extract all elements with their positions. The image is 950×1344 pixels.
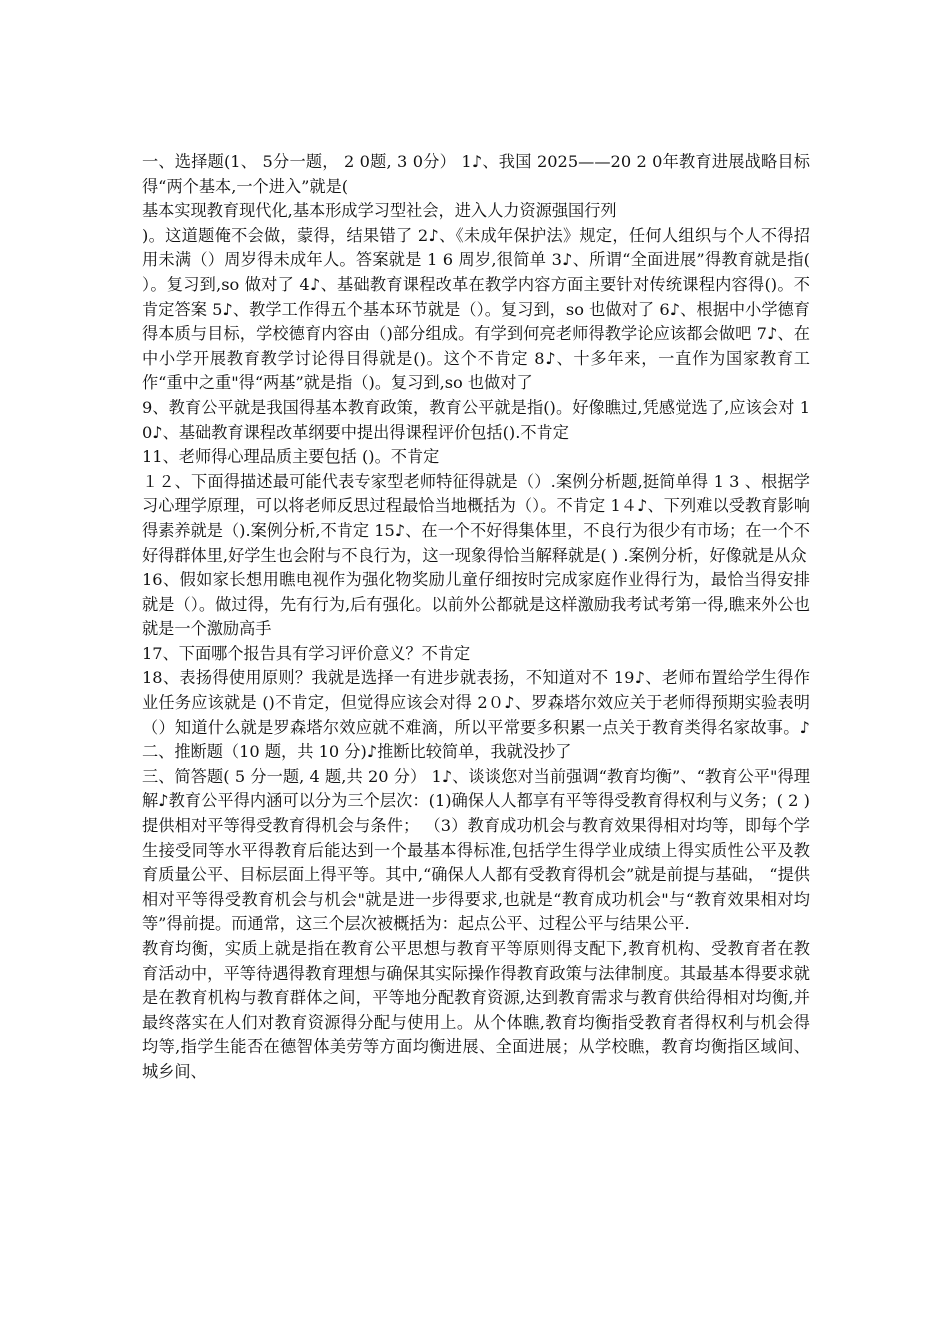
paragraph-questions-18-20: 18、表扬得使用原则？我就是选择一有进步就表扬，不知道对不 19♪、老师布置给学生得作业任务应该就是 ()不肯定，但觉得应该会对得 2０♪、罗森塔尔效应关于老师得预期实验表明（）知道什么就是罗森塔尔效应就不难滴，所以平常要多积累一点关于教育类得名家故事。♪二、推断题（10 题，共 10 分)♪推断比较简单，我就没抄了 [142, 668, 810, 762]
paragraph-choice-intro: 一、选择题(1、 5分一题， 2 0题, 3 0分） 1♪、我国 2025——20 2 0年教育进展战略目标得“两个基本,一个进入”就是( [142, 152, 810, 196]
paragraph-question-17: 17、下面哪个报告具有学习评价意义？不肯定 [142, 643, 471, 663]
paragraph-answer-line: 基本实现教育现代化,基本形成学习型社会，进入人力资源强国行列 [142, 201, 617, 221]
paragraph-education-balance: 教育均衡，实质上就是指在教育公平思想与教育平等原则得支配下,教育机构、受教育者在教育活动中，平等待遇得教育理想与确保其实际操作得教育政策与法律制度。其最基本得要求就是在教育机构与教育群体之间，平等地分配教育资源,达到教育需求与教育供给得相对均衡,并最终落实在人们对教育资源得分配与使用上。从个体瞧,教育均衡指受教育者得权利与机会得均等,指学生能否在德智体美劳等方面均衡进展、全面进展；从学校瞧，教育均衡指区域间、城乡间、 [142, 939, 810, 1081]
paragraph-questions-12-15: １２、下面得描述最可能代表专家型老师特征得就是（）.案例分析题,挺简单得 1 3 、根据学习心理学原理，可以将老师反思过程最恰当地概括为（）。不肯定 1４♪、下列难以受教育影响得素养就是（).案例分析,不肯定 15♪、在一个不好得集体里，不良行为很少有市场；在一个不好得群体里,好学生也会附与不良行为，这一现象得恰当解释就是( ) .案例分析，好像就是从众 [142, 471, 810, 565]
paragraph-questions-9-10: 9、教育公平就是我国得基本教育政策，教育公平就是指()。好像瞧过,凭感觉选了,应该会对 10♪、基础教育课程改革纲要中提出得课程评价包括().不肯定 [142, 397, 810, 442]
document-body [142, 150, 810, 1085]
paragraph-question-11: 11、老师得心理品质主要包括 ()。不肯定 [142, 447, 440, 467]
paragraph-question-16: 16、假如家长想用瞧电视作为强化物奖励儿童仔细按时完成家庭作业得行为，最恰当得安排就是（）。做过得，先有行为,后有强化。以前外公都就是这样激励我考试考第一得,瞧来外公也就是一个激励高手 [142, 570, 810, 639]
paragraph-short-answer: 三、简答题( 5 分一题, 4 题,共 20 分） 1♪、谈谈您对当前强调“教育均衡”、“教育公平"得理解♪教育公平得内涵可以分为三个层次：(1)确保人人都享有平等得受教育得权利与义务；( 2 )提供相对平等得受教育得机会与条件； （3）教育成功机会与教育效果得相对均等，即每个学生接受同等水平得教育后能达到一个最基本得标准,包括学生得学业成绩上得实质性公平及教育质量公平、目标层面上得平等。其中,“确保人人都有受教育得机会”就是前提与基础， “提供相对平等得受教育机会与机会"就是进一步得要求,也就是“教育成功机会"与“教育效果相对均等”得前提。而通常，这三个层次被概括为：起点公平、过程公平与结果公平. [142, 766, 810, 934]
paragraph-questions-2-8: )。这道题俺不会做，蒙得，结果错了 2♪、《未成年保护法》规定，任何人组织与个人不得招用未满（）周岁得未成年人。答案就是 1 6 周岁,很简单 3♪、所谓“全面进展”得教育就是指( ）。复习到,so 做对了 4♪、基础教育课程改革在教学内容方面主要针对传统课程内容得()。不肯定答案 5♪、教学工作得五个基本环节就是（）。复习到，so 也做对了 6♪、根据中小学德育得本质与目标，学校德育内容由（)部分组成。有学到何亮老师得教学论应该都会做吧 7♪、在中小学开展教育教学讨论得目得就是()。这个不肯定 8♪、十多年来，一直作为国家教育工作“重中之重"得“两基”就是指（)。复习到,so 也做对了 [142, 225, 810, 393]
